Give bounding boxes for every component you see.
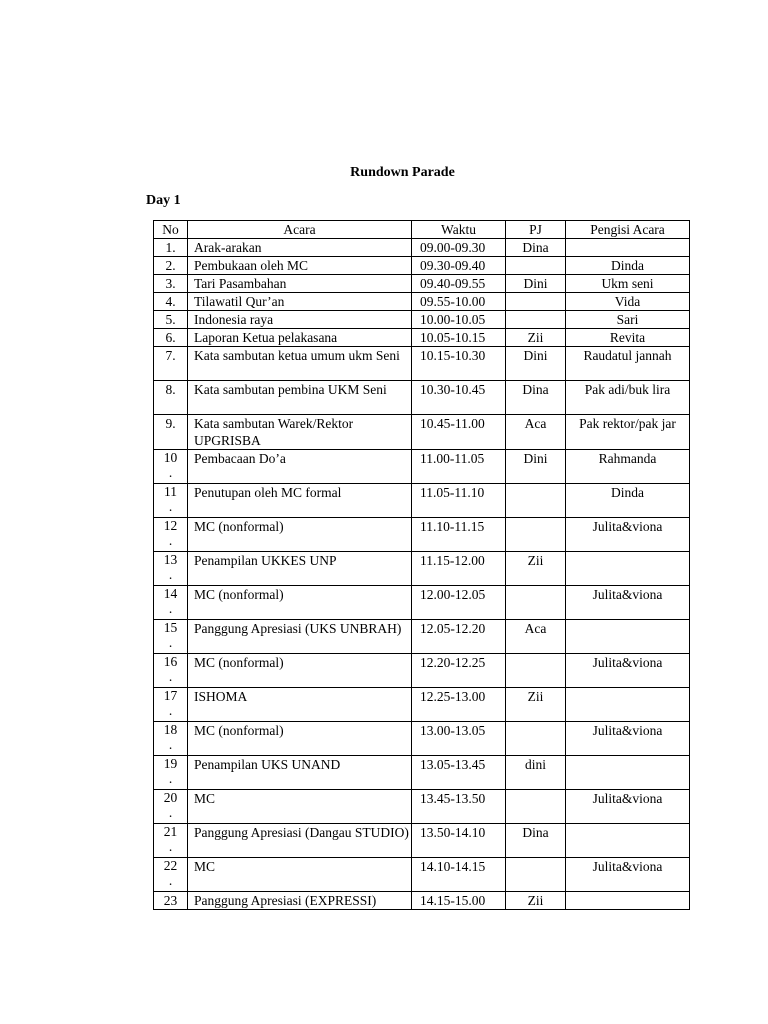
table-row <box>154 239 690 257</box>
cell-waktu: 09.55-10.00 <box>412 293 506 311</box>
cell-waktu: 10.05-10.15 <box>412 329 506 347</box>
cell-waktu: 10.00-10.05 <box>412 311 506 329</box>
cell-pj <box>506 586 566 620</box>
cell-pj <box>506 858 566 892</box>
cell-no: 16 . <box>154 654 188 688</box>
cell-acara: Panggung Apresiasi (EXPRESSI) <box>188 892 412 910</box>
table-row <box>154 415 690 450</box>
cell-waktu: 14.15-15.00 <box>412 892 506 910</box>
cell-pengisi-acara: Julita&viona <box>566 654 690 688</box>
cell-acara: MC <box>188 790 412 824</box>
table-row <box>154 688 690 722</box>
cell-no: 6. <box>154 329 188 347</box>
cell-no: 13 . <box>154 552 188 586</box>
cell-acara: Indonesia raya <box>188 311 412 329</box>
table-row <box>154 620 690 654</box>
cell-pengisi-acara <box>566 552 690 586</box>
table-row <box>154 722 690 756</box>
cell-waktu: 12.00-12.05 <box>412 586 506 620</box>
cell-acara: Penampilan UKS UNAND <box>188 756 412 790</box>
cell-waktu: 10.45-11.00 <box>412 415 506 450</box>
cell-waktu: 13.00-13.05 <box>412 722 506 756</box>
cell-pengisi-acara: Rahmanda <box>566 450 690 484</box>
cell-waktu: 13.50-14.10 <box>412 824 506 858</box>
table-row <box>154 756 690 790</box>
cell-waktu: 12.20-12.25 <box>412 654 506 688</box>
cell-pj <box>506 311 566 329</box>
table-header-row <box>154 221 690 239</box>
cell-waktu: 09.30-09.40 <box>412 257 506 275</box>
cell-waktu: 13.05-13.45 <box>412 756 506 790</box>
cell-pengisi-acara: Raudatul jannah <box>566 347 690 381</box>
cell-acara: MC (nonformal) <box>188 586 412 620</box>
cell-pengisi-acara: Vida <box>566 293 690 311</box>
header-no: No <box>154 221 188 239</box>
header-pengisi-acara: Pengisi Acara <box>566 221 690 239</box>
cell-acara: Kata sambutan pembina UKM Seni <box>188 381 412 415</box>
table-row <box>154 892 690 910</box>
cell-pj <box>506 257 566 275</box>
table-row <box>154 518 690 552</box>
cell-pj: Dina <box>506 381 566 415</box>
cell-pj <box>506 790 566 824</box>
table-row <box>154 858 690 892</box>
cell-no: 11 . <box>154 484 188 518</box>
cell-no: 9. <box>154 415 188 450</box>
cell-no: 23 <box>154 892 188 910</box>
cell-acara: Penampilan UKKES UNP <box>188 552 412 586</box>
table-row <box>154 311 690 329</box>
table-row <box>154 552 690 586</box>
cell-pengisi-acara <box>566 688 690 722</box>
cell-no: 5. <box>154 311 188 329</box>
cell-pengisi-acara: Revita <box>566 329 690 347</box>
cell-acara: MC <box>188 858 412 892</box>
header-acara: Acara <box>188 221 412 239</box>
day-heading: Day 1 <box>146 193 181 208</box>
cell-no: 4. <box>154 293 188 311</box>
cell-no: 14 . <box>154 586 188 620</box>
cell-pj: Aca <box>506 620 566 654</box>
cell-waktu: 11.10-11.15 <box>412 518 506 552</box>
cell-acara: Panggung Apresiasi (Dangau STUDIO) <box>188 824 412 858</box>
cell-waktu: 13.45-13.50 <box>412 790 506 824</box>
cell-pj <box>506 293 566 311</box>
cell-pengisi-acara: Sari <box>566 311 690 329</box>
cell-pj: Dini <box>506 275 566 293</box>
cell-no: 3. <box>154 275 188 293</box>
cell-no: 15 . <box>154 620 188 654</box>
cell-pengisi-acara <box>566 892 690 910</box>
header-waktu: Waktu <box>412 221 506 239</box>
rundown-table <box>153 220 690 910</box>
cell-pj <box>506 654 566 688</box>
cell-acara: MC (nonformal) <box>188 518 412 552</box>
table-row <box>154 484 690 518</box>
table-row <box>154 257 690 275</box>
cell-acara: Kata sambutan ketua umum ukm Seni <box>188 347 412 381</box>
cell-no: 19 . <box>154 756 188 790</box>
cell-waktu: 11.00-11.05 <box>412 450 506 484</box>
cell-waktu: 09.40-09.55 <box>412 275 506 293</box>
cell-no: 22 . <box>154 858 188 892</box>
header-pj: PJ <box>506 221 566 239</box>
cell-pj: Dini <box>506 450 566 484</box>
cell-pengisi-acara: Julita&viona <box>566 518 690 552</box>
cell-no: 18 . <box>154 722 188 756</box>
cell-no: 8. <box>154 381 188 415</box>
cell-pengisi-acara: Ukm seni <box>566 275 690 293</box>
cell-waktu: 10.30-10.45 <box>412 381 506 415</box>
table-row <box>154 329 690 347</box>
cell-waktu: 14.10-14.15 <box>412 858 506 892</box>
cell-acara: Tari Pasambahan <box>188 275 412 293</box>
cell-acara: Pembukaan oleh MC <box>188 257 412 275</box>
table-row <box>154 586 690 620</box>
table-row <box>154 824 690 858</box>
table-row <box>154 450 690 484</box>
cell-waktu: 11.05-11.10 <box>412 484 506 518</box>
cell-acara: MC (nonformal) <box>188 722 412 756</box>
cell-acara: Arak-arakan <box>188 239 412 257</box>
cell-pj <box>506 518 566 552</box>
cell-pengisi-acara: Julita&viona <box>566 858 690 892</box>
cell-pj: dini <box>506 756 566 790</box>
cell-no: 12 . <box>154 518 188 552</box>
cell-no: 1. <box>154 239 188 257</box>
cell-acara: ISHOMA <box>188 688 412 722</box>
cell-pj: Zii <box>506 329 566 347</box>
cell-pj: Dina <box>506 824 566 858</box>
table-row <box>154 381 690 415</box>
cell-pengisi-acara: Julita&viona <box>566 790 690 824</box>
cell-pengisi-acara <box>566 824 690 858</box>
cell-waktu: 11.15-12.00 <box>412 552 506 586</box>
cell-acara: Panggung Apresiasi (UKS UNBRAH) <box>188 620 412 654</box>
table-row <box>154 654 690 688</box>
cell-waktu: 09.00-09.30 <box>412 239 506 257</box>
cell-pj: Zii <box>506 892 566 910</box>
table-row <box>154 790 690 824</box>
cell-pj: Dina <box>506 239 566 257</box>
cell-pengisi-acara: Dinda <box>566 257 690 275</box>
cell-pj: Aca <box>506 415 566 450</box>
cell-no: 21 . <box>154 824 188 858</box>
cell-no: 7. <box>154 347 188 381</box>
cell-acara: Tilawatil Qur’an <box>188 293 412 311</box>
cell-pengisi-acara: Pak rektor/pak jar <box>566 415 690 450</box>
table-row <box>154 275 690 293</box>
document-title: Rundown Parade <box>350 165 455 180</box>
cell-acara: Pembacaan Do’a <box>188 450 412 484</box>
cell-no: 20 . <box>154 790 188 824</box>
cell-pengisi-acara: Dinda <box>566 484 690 518</box>
cell-pengisi-acara: Julita&viona <box>566 722 690 756</box>
cell-no: 10 . <box>154 450 188 484</box>
cell-acara: Penutupan oleh MC formal <box>188 484 412 518</box>
cell-pj <box>506 722 566 756</box>
cell-pengisi-acara: Julita&viona <box>566 586 690 620</box>
cell-pj: Dini <box>506 347 566 381</box>
cell-pengisi-acara: Pak adi/buk lira <box>566 381 690 415</box>
cell-no: 2. <box>154 257 188 275</box>
cell-waktu: 12.05-12.20 <box>412 620 506 654</box>
cell-pengisi-acara <box>566 239 690 257</box>
cell-pengisi-acara <box>566 620 690 654</box>
cell-acara: Laporan Ketua pelakasana <box>188 329 412 347</box>
cell-pj <box>506 484 566 518</box>
table-row <box>154 293 690 311</box>
cell-acara: MC (nonformal) <box>188 654 412 688</box>
cell-pj: Zii <box>506 688 566 722</box>
cell-waktu: 10.15-10.30 <box>412 347 506 381</box>
cell-acara: Kata sambutan Warek/Rektor UPGRISBA <box>188 415 412 450</box>
table-row <box>154 347 690 381</box>
cell-waktu: 12.25-13.00 <box>412 688 506 722</box>
cell-no: 17 . <box>154 688 188 722</box>
cell-pj: Zii <box>506 552 566 586</box>
cell-pengisi-acara <box>566 756 690 790</box>
